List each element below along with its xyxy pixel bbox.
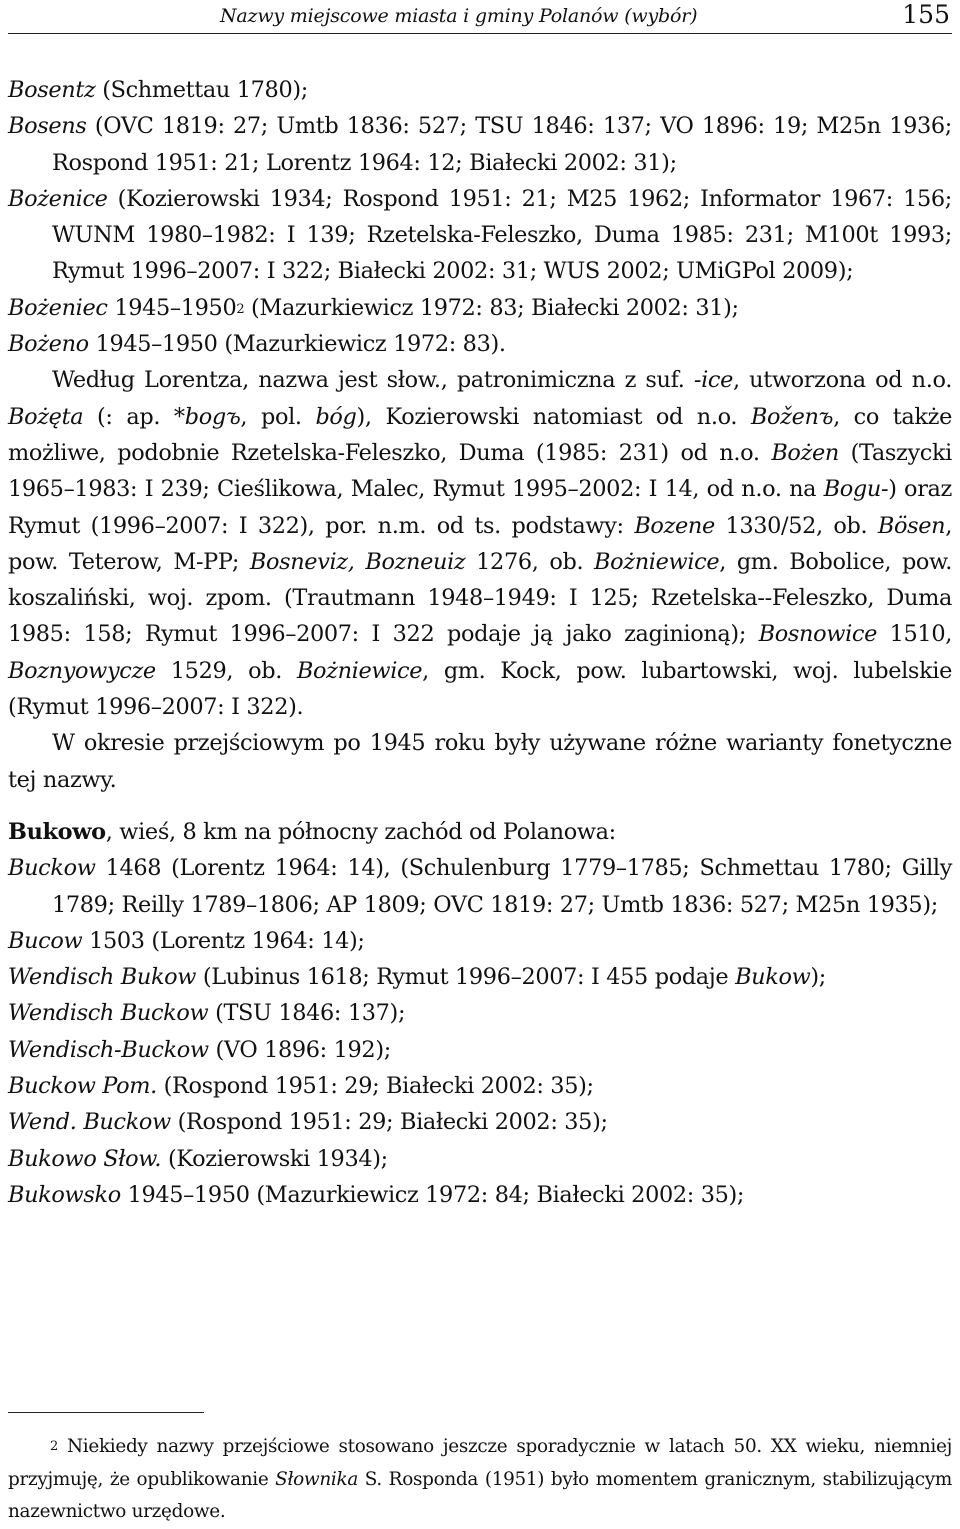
entry-sources: (OVC 1819: 27; Umtb 1836: 527; TSU 1846: 137; VO 1896: 19; M25n 1936; Rospond 1951: 21; Lorentz 1964: 12; Białecki 2002: 31); <box>52 113 952 176</box>
italic-run: Bosneviz, Bozneuiz <box>249 548 466 575</box>
etymology-paragraph <box>8 362 952 725</box>
entry-sources: (Mazurkiewicz 1972: 83; Białecki 2002: 31); <box>244 294 739 321</box>
transition-paragraph: W okresie przejściowym po 1945 roku były używane różne warianty fonetyczne tej nazwy. <box>8 730 952 793</box>
entry-line <box>8 1104 952 1140</box>
entry-line <box>8 1032 952 1068</box>
text-run: , gm. Bobolice, pow. koszaliński, woj. zpom. (Trautmann 1948–1949: I 125; Rzetelska--Feleszko, Duma 1985: 158; Rymut 1996–2007: I 322 podaje ją jako zaginioną); <box>8 548 952 648</box>
footnote-text: S. Rosponda (1951) było momentem granicznym, stabilizującym nazewnictwo urzędowe. <box>8 1468 952 1522</box>
entry-line <box>8 326 952 362</box>
entry-line <box>8 1068 952 1104</box>
text-run: , pol. <box>240 403 316 430</box>
entry-years: 1945–1950 <box>107 294 237 321</box>
entry-sources: 1503 (Lorentz 1964: 14); <box>82 927 365 954</box>
page-header <box>8 0 952 34</box>
italic-run: Bożniewice <box>594 548 720 575</box>
italic-run: bóg <box>315 403 357 430</box>
italic-run: Boznyowycze <box>8 657 156 684</box>
place-name: Bożenice <box>8 185 108 212</box>
footnote-text: Niekiedy nazwy przejściowe stosowano jeszcze sporadycznie w latach 50. XX wieku, niemniej przyjmuję, że opublikowanie <box>8 1436 952 1490</box>
entry-line <box>8 108 952 181</box>
place-name: Bosentz <box>8 77 96 103</box>
place-name: Bukow <box>735 964 811 991</box>
text-run: , pow. Teterow, M-PP; <box>8 512 952 575</box>
place-name: Buckow Pom. <box>8 1073 157 1100</box>
page-number: 155 <box>902 0 950 29</box>
entry-sources: (Kozierowski 1934; Rospond 1951: 21; M25 1962; Informator 1967: 156; WUNM 1980–1982: I 139; Rzetelska-Feleszko, Duma 1985: 231; M100t 1993; Rymut 1996–2007: I 322; Białecki 2002: 31; WUS 2002; UMiGPol 2009); <box>52 185 952 285</box>
italic-run: Bösen <box>877 512 946 539</box>
entry-sources: (Kozierowski 1934); <box>161 1145 388 1172</box>
text-run: 1276, ob. <box>465 548 595 575</box>
entry-sources: (Rospond 1951: 29; Białecki 2002: 35); <box>170 1109 608 1136</box>
italic-run: Bożęta <box>8 403 84 430</box>
text-run: (: ap. * <box>83 403 185 430</box>
entry-sources: (VO 1896: 192); <box>208 1036 391 1063</box>
entry-line <box>8 72 952 108</box>
entry-line <box>8 850 952 923</box>
text-run: (Taszycki 1965–1983: I 239; Cieślikowa, Malec, Rymut 1995–2002: I 14, od n.o. na <box>8 439 952 503</box>
place-name: Wend. Buckow <box>8 1109 171 1136</box>
footnote <box>8 1431 952 1529</box>
italic-run: Bożen <box>771 439 839 466</box>
running-title: Nazwy miejscowe miasta i gminy Polanów (wybór) <box>220 5 698 27</box>
italic-run: bogъ <box>184 403 241 430</box>
place-name: Bożeniec <box>8 294 108 321</box>
place-name: Bucow <box>8 927 83 954</box>
italic-run: Boženъ <box>750 403 834 430</box>
italic-run: -ice <box>693 367 733 394</box>
entry-sources: (Schmettau 1780); <box>95 77 308 103</box>
place-name: Buckow <box>8 855 96 882</box>
headword: Bukowo <box>8 818 106 845</box>
text-run: , gm. Kock, pow. lubartowski, woj. lubelskie (Rymut 1996–2007: I 322). <box>8 657 952 721</box>
text-run: ) oraz Rymut (1996–2007: I 322), por. n.m. od ts. podstawy: <box>8 476 952 539</box>
footnote-rule <box>8 1412 204 1413</box>
headword-paragraph <box>8 814 952 850</box>
entry-sources: (Lubinus 1618; Rymut 1996–2007: I 455 podaje <box>196 964 736 991</box>
entry-sources: 1468 (Lorentz 1964: 14), (Schulenburg 1779–1785; Schmettau 1780; Gilly 1789; Reilly 1789–1806; AP 1809; OVC 1819: 27; Umtb 1836: 527; M25n 1935); <box>52 855 952 918</box>
text-run: 1510, <box>876 621 952 648</box>
italic-run: Bosnowice <box>758 621 877 648</box>
entry-sources: (TSU 1846: 137); <box>208 1000 406 1027</box>
header-rule <box>8 33 952 34</box>
headword-description: , wieś, 8 km na północny zachód od Polanowa: <box>105 818 616 845</box>
place-name: Wendisch Bukow <box>8 964 197 991</box>
place-name: Wendisch-Buckow <box>8 1036 209 1063</box>
text-run: 1529, ob. <box>155 657 297 684</box>
entry-sources: (Rospond 1951: 29; Białecki 2002: 35); <box>156 1073 594 1100</box>
place-name: Bukowo Słow. <box>8 1145 162 1172</box>
text-run: 1330/52, ob. <box>714 512 878 539</box>
text-run: Według Lorentza, nazwa jest słow., patronimiczna z suf. <box>52 367 694 394</box>
entry-line <box>8 290 952 326</box>
text-run: , utworzona od n.o. <box>733 367 952 394</box>
entry-line <box>8 181 952 290</box>
italic-run: Bozene <box>634 512 715 539</box>
entry-sources: 1945–1950 (Mazurkiewicz 1972: 84; Białecki 2002: 35); <box>120 1181 745 1208</box>
entry-sources: 1945–1950 (Mazurkiewicz 1972: 83). <box>88 331 506 358</box>
entry-line <box>8 959 952 995</box>
entry-line <box>8 1177 952 1213</box>
place-name: Wendisch Buckow <box>8 1000 209 1027</box>
main-text <box>8 72 952 1213</box>
place-name: Bożeno <box>8 331 89 358</box>
text-run: ), Kozierowski natomiast od n.o. <box>356 403 751 430</box>
place-name: Bosens <box>8 113 87 140</box>
footnote-number: 2 <box>50 1439 58 1454</box>
place-name: Bukowsko <box>8 1181 121 1208</box>
italic-run: Bożniewice <box>296 657 423 684</box>
entry-line <box>8 995 952 1031</box>
entry-line <box>8 923 952 959</box>
entry-sources: ); <box>810 964 827 991</box>
text-run: , co także możliwe, podobnie Rzetelska-Feleszko, Duma (1985: 231) od n.o. <box>8 403 952 466</box>
footnote-italic: Słownika <box>275 1468 358 1490</box>
footnote-marker: 2 <box>236 301 245 317</box>
entry-line <box>8 1141 952 1177</box>
italic-run: Bogu- <box>823 476 889 503</box>
